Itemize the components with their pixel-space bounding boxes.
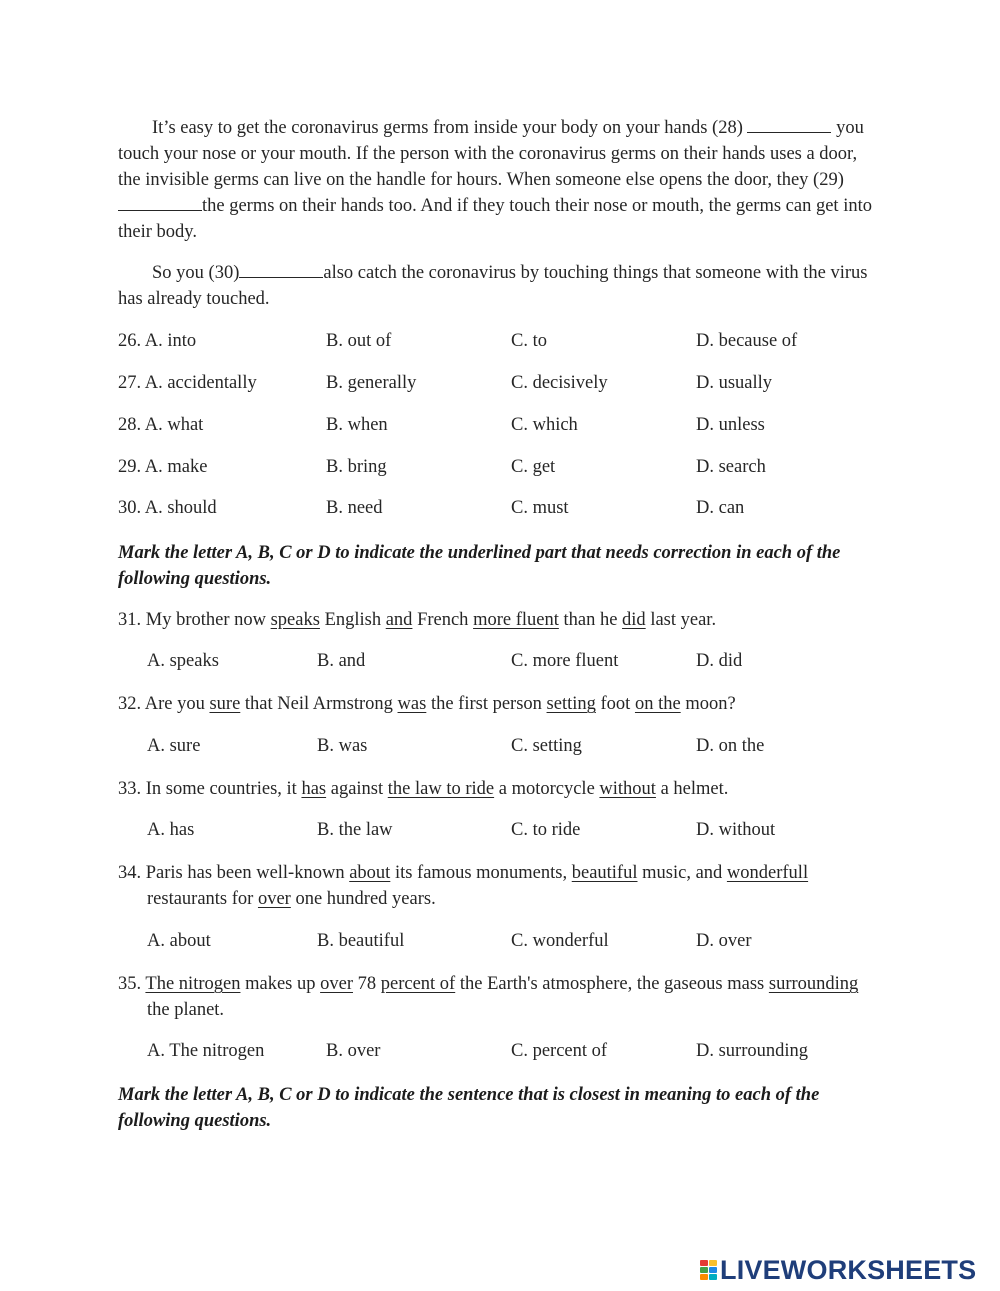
mc-option: B. out of [326, 331, 392, 351]
underlined-part: was [397, 694, 427, 714]
liveworksheets-logo-icon [700, 1260, 717, 1280]
option-b: B. over [326, 1041, 381, 1061]
stem-text: the planet. [147, 999, 225, 1020]
mc-option: D. unless [696, 415, 765, 435]
underlined-part: wonderfull [726, 863, 809, 883]
stem-text: 32. Are you [118, 694, 210, 714]
instruction-error-identification: Mark the letter A, B, C or D to indicate the underlined part that needs correction in each of the following questions. [118, 543, 841, 589]
question-31 [118, 608, 878, 634]
underlined-part: more fluent [473, 610, 559, 630]
underlined-part: has [301, 779, 327, 799]
question-35 [118, 972, 878, 1023]
answer-blank-29[interactable] [118, 193, 202, 211]
stem-text: restaurants for [147, 888, 258, 909]
mc-option: 29. A. make [118, 457, 208, 477]
option-c: C. wonderful [511, 931, 609, 951]
stem-text: against [326, 779, 388, 799]
passage-paragraph-2 [118, 260, 880, 313]
option-d: D. over [696, 931, 752, 951]
stem-text: a helmet. [655, 779, 729, 799]
mc-option: D. search [696, 457, 766, 477]
underlined-part: percent of [380, 974, 456, 994]
question-32 [118, 692, 878, 718]
underlined-part: sure [209, 694, 241, 714]
mc-option: C. which [511, 415, 578, 435]
passage-text: also catch the coronavirus by touching things that someone with the virus has already touched. [118, 263, 868, 309]
option-d: D. on the [696, 736, 765, 756]
underlined-part: speaks [270, 610, 320, 630]
mc-option: D. because of [696, 331, 798, 351]
mc-option: C. to [511, 331, 547, 351]
passage-paragraph-1 [118, 115, 880, 246]
option-a: A. The nitrogen [147, 1041, 265, 1061]
underlined-part: did [622, 610, 646, 630]
stem-text: 31. My brother now [118, 610, 271, 630]
option-b: B. beautiful [317, 931, 405, 951]
question-33 [118, 777, 878, 803]
liveworksheets-logo[interactable] [700, 1256, 976, 1284]
passage-text: It’s easy to get the coronavirus germs from inside your body on your hands (28) [152, 118, 748, 138]
underlined-part: and [385, 610, 413, 630]
stem-text: one hundred years. [290, 888, 436, 909]
option-b: B. and [317, 651, 366, 671]
mc-option: B. when [326, 415, 388, 435]
option-a: A. sure [147, 736, 201, 756]
stem-text: a motorcycle [494, 779, 600, 799]
underlined-part: on the [634, 694, 681, 714]
passage-text: So you (30) [152, 263, 240, 283]
logo-wordmark: LIVEWORKSHEETS [720, 1254, 977, 1285]
mc-option: B. bring [326, 457, 387, 477]
mc-option: B. need [326, 498, 383, 518]
option-a: A. about [147, 931, 211, 951]
stem-text: that Neil Armstrong [240, 694, 398, 714]
mc-option: C. must [511, 498, 569, 518]
option-c: C. to ride [511, 820, 581, 840]
underlined-part: surrounding [768, 974, 859, 994]
stem-text: makes up [240, 974, 321, 994]
mc-option: C. decisively [511, 373, 608, 393]
option-b: B. the law [317, 820, 393, 840]
option-c: C. setting [511, 736, 582, 756]
underlined-part: beautiful [571, 863, 638, 883]
underlined-part: The nitrogen [145, 974, 241, 994]
option-b: B. was [317, 736, 368, 756]
passage-text: the germs on their hands too. And if they touch their nose or mouth, the germs can get into their body. [118, 196, 872, 243]
mc-option: 26. A. into [118, 331, 197, 351]
mc-option: 30. A. should [118, 498, 217, 518]
stem-text: 34. Paris has been well-known [118, 863, 350, 883]
mc-option: 28. A. what [118, 415, 204, 435]
stem-text: moon? [680, 694, 736, 714]
stem-text: French [412, 610, 474, 630]
underlined-part: setting [546, 694, 596, 714]
stem-text: music, and [637, 863, 727, 883]
stem-text: last year. [645, 610, 717, 630]
stem-text: its famous monuments, [390, 863, 572, 883]
option-a: A. has [147, 820, 195, 840]
underlined-part: over [320, 974, 353, 994]
stem-text: foot [595, 694, 635, 714]
stem-text: 78 [352, 974, 381, 994]
option-a: A. speaks [147, 651, 219, 671]
mc-option: 27. A. accidentally [118, 373, 257, 393]
option-d: D. did [696, 651, 743, 671]
passage-text: you touch your nose or your mouth. If the person with the coronavirus germs on their hands uses a door, the invisible germs can live on the handle for hours. When someone else opens the door, they (29) [118, 118, 864, 190]
instruction-closest-meaning: Mark the letter A, B, C or D to indicate the sentence that is closest in meaning to each of the following questions. [118, 1085, 820, 1131]
option-d: D. without [696, 820, 776, 840]
underlined-part: the law to ride [387, 779, 495, 799]
answer-blank-30[interactable] [239, 260, 323, 278]
underlined-part: without [599, 779, 656, 799]
stem-text: the first person [426, 694, 547, 714]
underlined-part: about [349, 863, 391, 883]
mc-option: B. generally [326, 373, 417, 393]
stem-text: 35. [118, 974, 146, 994]
underlined-part: over [257, 888, 291, 909]
question-34 [118, 861, 878, 912]
answer-blank-28[interactable] [747, 115, 831, 133]
stem-text: the Earth's atmosphere, the gaseous mass [455, 974, 769, 994]
stem-text: 33. In some countries, it [118, 779, 302, 799]
option-c: C. percent of [511, 1041, 608, 1061]
stem-text: than he [558, 610, 623, 630]
mc-option: D. can [696, 498, 745, 518]
option-d: D. surrounding [696, 1041, 809, 1061]
mc-option: C. get [511, 457, 556, 477]
stem-text: English [319, 610, 386, 630]
option-c: C. more fluent [511, 651, 619, 671]
mc-option: D. usually [696, 373, 773, 393]
